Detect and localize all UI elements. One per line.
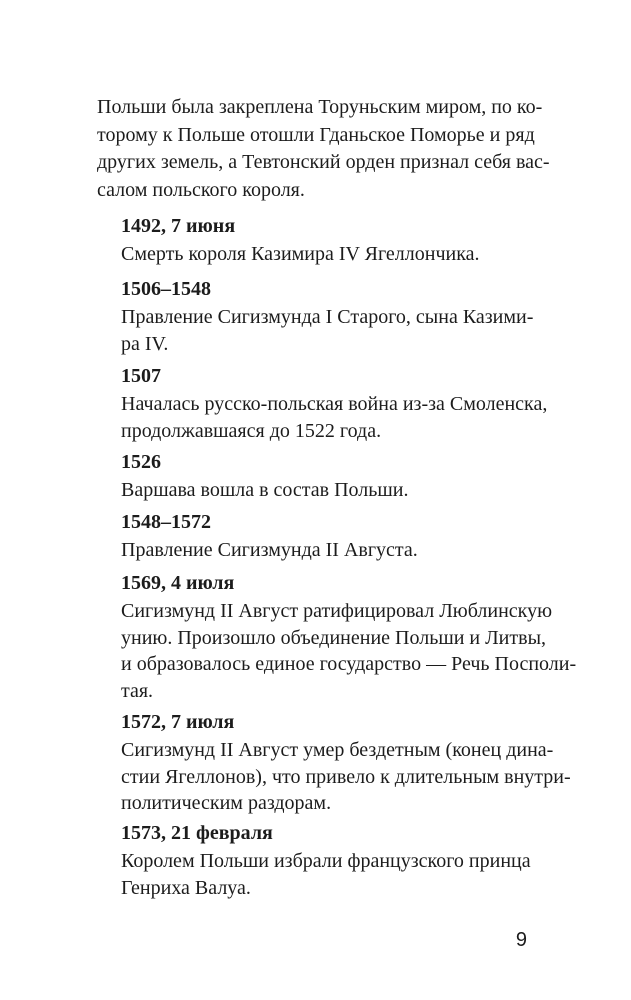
timeline-entry-1507 — [121, 363, 548, 444]
entry-text — [121, 537, 526, 564]
entry-date: 1569, 4 июля — [121, 572, 235, 594]
intro-line: торому к Польше отошли Гданьское Поморье и ряд — [97, 123, 535, 146]
entry-date: 1492, 7 июня — [121, 215, 236, 237]
entry-date: 1572, 7 июля — [121, 711, 235, 733]
entry-text — [121, 737, 571, 817]
entry-date: 1526 — [121, 451, 161, 473]
entry-date: 1548–1572 — [121, 511, 211, 533]
entry-date: 1506–1548 — [121, 278, 211, 300]
entry-line: тая. — [121, 679, 154, 702]
entry-date: 1507 — [121, 365, 161, 387]
timeline-entry-1526 — [121, 449, 526, 504]
entry-line: Правление Сигизмунда I Старого, сына Казими- — [121, 306, 534, 328]
entry-line: Сигизмунд II Август ратифицировал Люблинскую — [121, 600, 553, 622]
timeline-entry-1572 — [121, 709, 571, 817]
entry-line: Смерть короля Казимира IV Ягеллончика. — [121, 243, 480, 265]
entry-text — [121, 598, 577, 704]
timeline-entry-1506 — [121, 276, 534, 357]
intro-line: других земель, а Тевтонский орден признал себя вас- — [97, 151, 550, 173]
entry-text — [121, 241, 526, 268]
intro-line: Польши была закреплена Торуньским миром, по ко- — [97, 96, 543, 118]
entry-line: Сигизмунд II Август умер бездетным (конец дина- — [121, 739, 554, 761]
entry-line: Королем Польши избрали французского принца — [121, 850, 531, 872]
entry-line: стии Ягеллонов), что привело к длительным внутри- — [121, 765, 571, 788]
entry-line: ра IV. — [121, 332, 169, 355]
entry-text — [121, 304, 534, 357]
entry-line: Генриха Валуа. — [121, 876, 251, 899]
timeline-entry-1492 — [121, 213, 526, 268]
intro-line: салом польского короля. — [97, 178, 305, 201]
entry-line: Началась русско-польская война из-за Смоленска, — [121, 393, 548, 415]
entry-line: и образовалось единое государство — Речь Посполи- — [121, 653, 577, 675]
timeline-entry-1548 — [121, 509, 526, 564]
entry-line: политическим раздорам. — [121, 792, 332, 814]
timeline-entry-1569 — [121, 570, 577, 704]
entry-text — [121, 391, 548, 444]
intro-paragraph — [97, 94, 550, 204]
entry-text — [121, 848, 531, 901]
entry-line: Правление Сигизмунда II Августа. — [121, 539, 418, 561]
entry-line: Варшава вошла в состав Польши. — [121, 479, 409, 501]
entry-date: 1573, 21 февраля — [121, 822, 273, 844]
entry-line: унию. Произошло объединение Польши и Литвы, — [121, 626, 547, 649]
page-number: 9 — [515, 929, 527, 951]
entry-text — [121, 477, 526, 504]
timeline-entry-1573 — [121, 820, 531, 901]
entry-line: продолжавшаяся до 1522 года. — [121, 419, 382, 442]
